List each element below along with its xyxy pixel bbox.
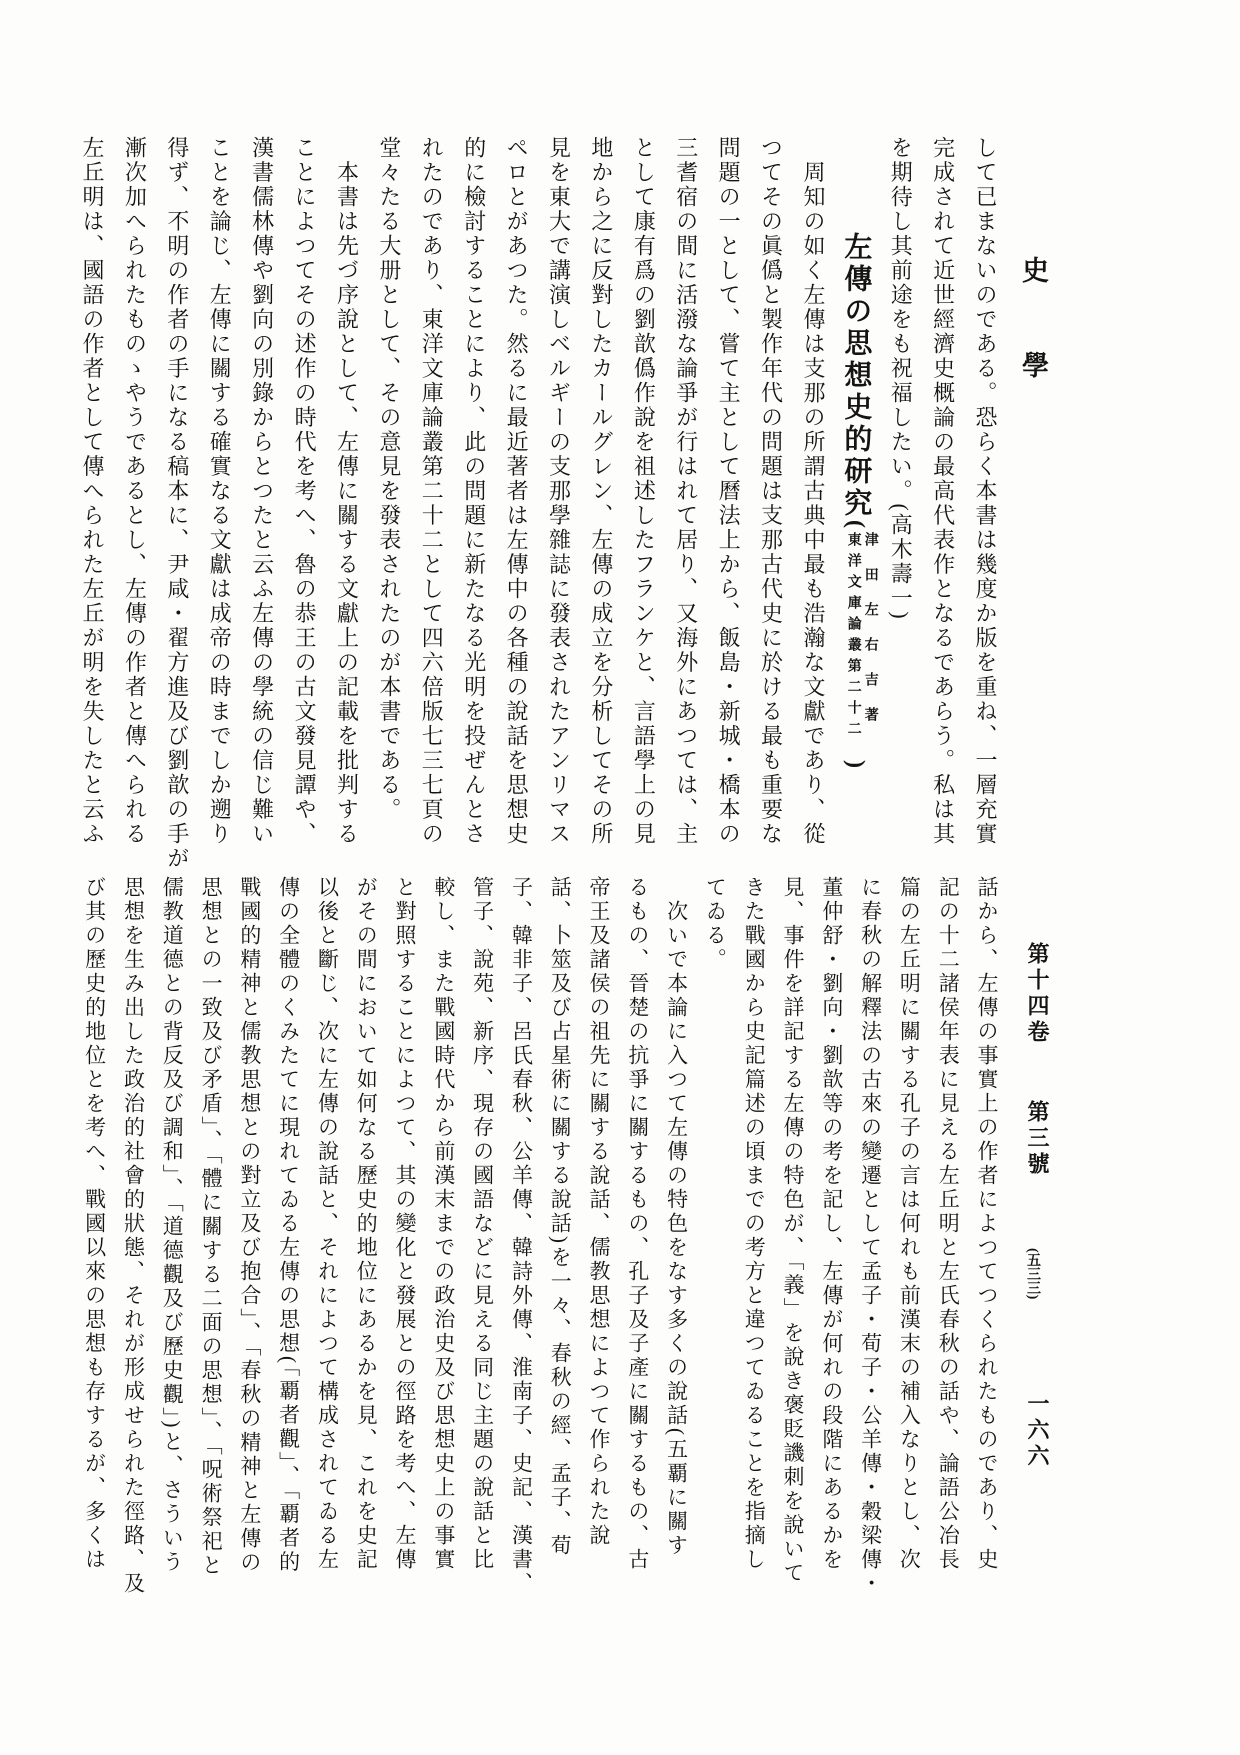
text-column: 漢書儒林傳や劉向の別錄からとつたと云ふ左傳の學統の信じ難い (249, 136, 275, 847)
author-note: 津田左右吉著 (862, 532, 878, 742)
bottom-register (58, 876, 1006, 1596)
text-column: 子、韓非子、呂氏春秋、公羊傳、韓詩外傳、淮南子、史記、漢書、 (509, 876, 534, 1596)
text-column: と對照することによつて、其の變化と發展との徑路を考へ、左傳 (393, 876, 418, 1572)
text-column: 話から、左傳の事實上の作者によつてつくられたものであり、史 (975, 876, 999, 1572)
text-column: 戰國的精神と儒教思想との對立及び抱合」、「春秋の精神と左傳の (237, 876, 262, 1575)
text-column: として康有爲の劉歆僞作說を祖述したフランケと、言語學上の見 (631, 136, 657, 847)
text-column: 儒教道德との背反及び調和」、「道德觀及び歷史觀」)と、さういう (160, 876, 185, 1575)
text-column: 堂々たる大册として、その意見を發表されたのが本書である。 (376, 136, 402, 822)
text-column: つてその眞僞と製作年代の問題は支那古代史に於ける最も重要な (758, 136, 784, 847)
volume-label: 第十四卷 (1025, 942, 1050, 1046)
text-column: てゐる。 (703, 876, 728, 972)
text-column: きた戰國から史記篇述の頃までの考方と違つてゐることを指摘し (742, 876, 767, 1572)
section-page-label: (五三三) (1025, 1248, 1040, 1300)
review-title-column (834, 136, 879, 946)
text-column: 帝王及諸侯の祖先に關する說話、儒教思想によつて作られた說 (587, 876, 612, 1548)
title-note-close-paren: ) (842, 760, 869, 768)
text-column: 思想との一致及び矛盾」、「體に關する二面の思想」、「呪術祭祀と (199, 876, 224, 1578)
text-column: 本書は先づ序說として、左傳に關する文獻上の記載を批判する (334, 136, 360, 847)
text-column: ことを論じ、左傳に關する確實なる文獻は成帝の時までしか遡り (207, 136, 233, 847)
text-column: れたのであり、東洋文庫論叢第二十二として四六倍版七三七頁の (419, 136, 445, 847)
text-column: 漸次加へられたものゝやうであるとし、左傳の作者と傳へられる (122, 136, 148, 847)
text-column: 的に檢討することにより、此の問題に新たなる光明を投ぜんとさ (461, 136, 487, 847)
text-column: 傳の全體のくみたてに現れてゐる左傳の思想(「覇者觀」、「覇者的 (276, 876, 301, 1575)
text-column: 思想を生み出した政治的社會的狀態、それが形成せられた徑路、及 (121, 876, 146, 1596)
text-column: 左丘明は、國語の作者として傳へられた左丘が明を失したと云ふ (80, 136, 106, 847)
text-column: 問題の一として、嘗て主として曆法上から、飯島・新城・橋本の (716, 136, 742, 847)
text-column: ことによつてその述作の時代を考へ、魯の恭王の古文發見譚や、 (292, 136, 318, 847)
issue-label: 第三號 (1025, 1100, 1050, 1178)
text-column-reviewer-signature: を期待し其前途をも祝福したい。(高木壽一) (888, 136, 914, 622)
series-note: 東洋文庫論叢第二十二 (845, 532, 861, 742)
text-column: 次いで本論に入つて左傳の特色をなす多くの說話(五覇に關す (664, 876, 689, 1558)
title-note-open-paren: ( (842, 520, 869, 528)
text-column: 完成されて近世經濟史概論の最高代表作となるであらう。私は其 (930, 136, 956, 847)
text-column: 記の十二諸侯年表に見える左丘明と左氏春秋の話や、論語公冶長 (936, 876, 961, 1572)
text-column: 見、事件を詳記する左傳の特色が、「義」を說き褒貶譏刺を說いて (781, 876, 806, 1586)
text-column: 以後と斷じ、次に左傳の說話と、それによつて構成されてゐる左 (315, 876, 340, 1572)
text-column: 得ず、不明の作者の手になる稿本に、尹咸・翟方進及び劉歆の手が (164, 136, 190, 871)
text-column: がその間において如何なる歷史的地位にあるかを見、これを史記 (354, 876, 379, 1572)
text-column: 話、卜筮及び占星術に關する說話)を一々、春秋の經、孟子、荀 (548, 876, 573, 1558)
text-column: 見を東大で講演しベルギーの支那學雜誌に發表されたアンリマス (546, 136, 572, 847)
page-number: 一六六 (1025, 1392, 1050, 1470)
text-column: して已まないのである。恐らく本書は幾度か版を重ね、一層充實 (973, 136, 998, 847)
text-column: 周知の如く左傳は支那の所謂古典中最も浩瀚な文獻であり、從 (800, 136, 826, 847)
text-column: 地から之に反對したカールグレン、左傳の成立を分析してその所 (588, 136, 614, 847)
top-register (58, 136, 1006, 871)
text-column: に春秋の解釋法の古來の變遷として孟子・荀子・公羊傳・穀梁傳・ (858, 876, 883, 1596)
text-column: び其の歷史的地位とを考へ、戰國以來の思想も存するが、多くは (82, 876, 107, 1572)
text-column: 管子、說苑、新序、現存の國語などに見える同じ主題の說話と比 (470, 876, 495, 1572)
text-column: 篇の左丘明に關する孔子の言は何れも前漢末の補入なりとし、次 (897, 876, 922, 1572)
text-column: ペロとがあつた。然るに最近著者は左傳中の各種の說話を思想史 (504, 136, 530, 847)
journal-title: 史學 (1018, 256, 1048, 446)
title-note (845, 532, 879, 756)
text-column: るもの、晉楚の抗爭に關するもの、孔子及子產に關するもの、古 (625, 876, 650, 1572)
article-title: 左傳の思想史的研究 (840, 232, 872, 520)
text-column: 三耆宿の間に活潑な論爭が行はれて居り、又海外にあつては、主 (673, 136, 699, 847)
text-column: 董仲舒・劉向・劉歆等の考を記し、左傳が何れの段階にあるかを (819, 876, 844, 1572)
text-column: 較し、また戰國時代から前漢末までの政治史及び思想史上の事實 (431, 876, 456, 1572)
